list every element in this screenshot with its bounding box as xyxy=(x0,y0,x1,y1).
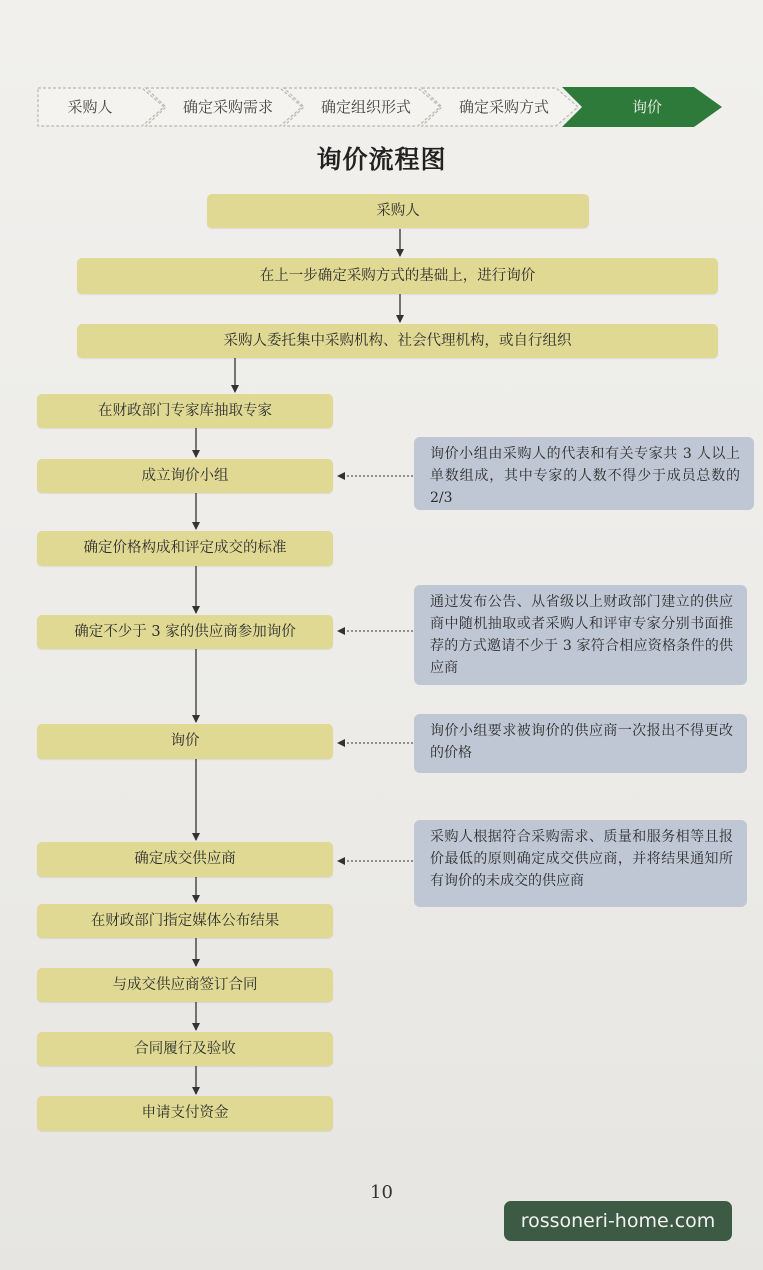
note-panel-composition: 询价小组由采购人的代表和有关专家共 3 人以上单数组成，其中专家的人数不得少于成员总数的 2/3 xyxy=(414,437,754,510)
flow-step-purchaser: 采购人 xyxy=(207,194,589,228)
flow-step-inquiry: 询价 xyxy=(37,724,333,759)
flow-step-payment: 申请支付资金 xyxy=(37,1096,333,1131)
flow-step-draw-experts: 在财政部门专家库抽取专家 xyxy=(37,394,333,428)
breadcrumb-label: 采购人 xyxy=(67,98,113,116)
page-number: 10 xyxy=(370,1182,393,1203)
flow-step-publish-result: 在财政部门指定媒体公布结果 xyxy=(37,904,333,938)
breadcrumb-label: 确定采购需求 xyxy=(182,98,273,116)
flow-step-set-criteria: 确定价格构成和评定成交的标准 xyxy=(37,531,333,566)
flow-step-organizer: 采购人委托集中采购机构、社会代理机构，或自行组织 xyxy=(77,324,718,358)
watermark: rossoneri-home.com xyxy=(504,1201,732,1241)
note-select-supplier: 采购人根据符合采购需求、质量和服务相等且报价最低的原则确定成交供应商，并将结果通知所有询价的未成交的供应商 xyxy=(414,820,747,907)
breadcrumb-label: 询价 xyxy=(631,98,662,116)
page-title: 询价流程图 xyxy=(316,145,447,174)
flow-step-sign-contract: 与成交供应商签订合同 xyxy=(37,968,333,1002)
flow-step-inquiry-basis: 在上一步确定采购方式的基础上，进行询价 xyxy=(77,258,718,294)
note-supplier-invitation: 通过发布公告、从省级以上财政部门建立的供应商中随机抽取或者采购人和评审专家分别书面推荐的方式邀请不少于 3 家符合相应资格条件的供应商 xyxy=(414,585,747,685)
flow-step-acceptance: 合同履行及验收 xyxy=(37,1032,333,1066)
breadcrumb-label: 确定采购方式 xyxy=(458,98,549,116)
breadcrumb-label: 确定组织形式 xyxy=(320,98,411,116)
flow-step-invite-suppliers: 确定不少于 3 家的供应商参加询价 xyxy=(37,615,333,649)
flow-step-form-panel: 成立询价小组 xyxy=(37,459,333,493)
flow-step-select-supplier: 确定成交供应商 xyxy=(37,842,333,877)
note-single-quote: 询价小组要求被询价的供应商一次报出不得更改的价格 xyxy=(414,714,747,773)
